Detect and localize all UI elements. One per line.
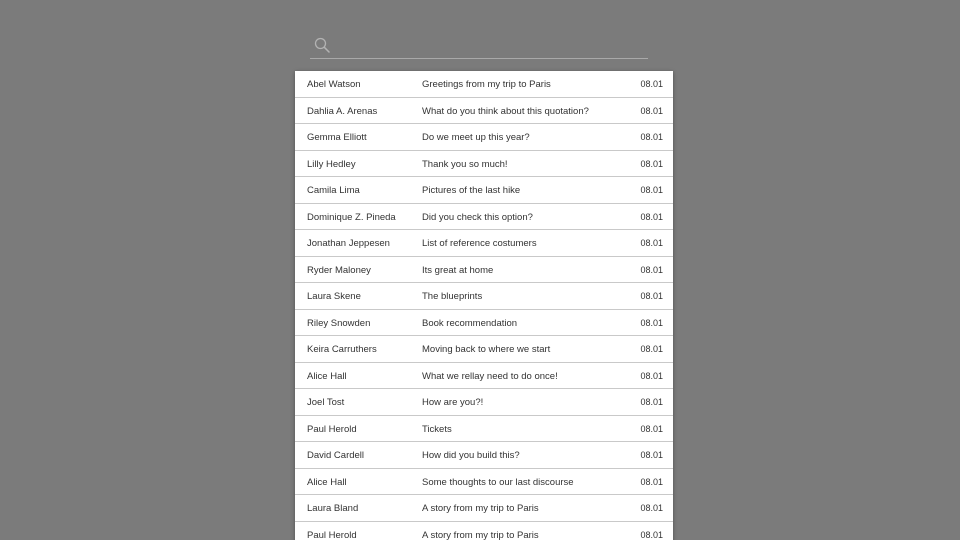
message-subject: List of reference costumers (422, 238, 537, 249)
message-date: 08.01 (640, 264, 663, 275)
message-row[interactable] (295, 416, 673, 443)
message-sender: Dahlia A. Arenas (307, 105, 378, 117)
message-date: 08.01 (640, 476, 663, 487)
search-bar[interactable] (310, 32, 648, 59)
message-row[interactable] (295, 336, 673, 363)
message-subject: How did you build this? (422, 450, 520, 461)
message-sender: Abel Watson (307, 79, 361, 90)
message-date: 08.01 (640, 132, 663, 142)
message-row[interactable] (295, 177, 673, 204)
message-row[interactable] (295, 283, 673, 310)
message-subject: What do you think about this quotation? (422, 105, 589, 117)
message-row[interactable] (295, 71, 673, 98)
message-sender: Keira Carruthers (307, 344, 377, 355)
message-row[interactable] (295, 151, 673, 178)
message-date: 08.01 (640, 529, 663, 540)
message-row[interactable] (295, 98, 673, 125)
message-subject: Greetings from my trip to Paris (422, 79, 551, 90)
message-row[interactable] (295, 495, 673, 522)
message-date: 08.01 (640, 185, 663, 195)
message-date: 08.01 (640, 317, 663, 328)
message-subject: Some thoughts to our last discourse (422, 476, 574, 488)
message-sender: Ryder Maloney (307, 264, 371, 276)
message-sender: Riley Snowden (307, 317, 371, 329)
message-sender: David Cardell (307, 450, 365, 461)
message-row[interactable] (295, 522, 673, 540)
message-subject: What we rellay need to do once! (422, 370, 558, 382)
message-row[interactable] (295, 257, 673, 284)
message-date: 08.01 (640, 503, 663, 513)
message-date: 08.01 (640, 370, 663, 381)
message-sender: Laura Bland (307, 503, 359, 514)
message-date: 08.01 (640, 397, 663, 407)
message-sender: Gemma Elliott (307, 132, 367, 143)
message-subject: Do we meet up this year? (422, 132, 530, 143)
message-date: 08.01 (640, 423, 663, 434)
message-subject: Thank you so much! (422, 158, 508, 170)
message-date: 08.01 (640, 291, 663, 301)
message-sender: Paul Herold (307, 423, 357, 435)
message-date: 08.01 (640, 450, 663, 460)
message-subject: Tickets (422, 423, 452, 435)
message-list (295, 71, 673, 540)
message-sender: Alice Hall (307, 370, 347, 382)
message-date: 08.01 (640, 105, 663, 116)
message-subject: A story from my trip to Paris (422, 503, 539, 514)
message-subject: The blueprints (422, 291, 483, 302)
message-date: 08.01 (640, 211, 663, 222)
message-date: 08.01 (640, 344, 663, 354)
message-date: 08.01 (640, 79, 663, 89)
message-subject: Did you check this option? (422, 211, 533, 223)
message-sender: Alice Hall (307, 476, 347, 488)
message-sender: Laura Skene (307, 291, 361, 302)
message-date: 08.01 (640, 158, 663, 169)
message-subject: Its great at home (422, 264, 494, 276)
message-subject: Book recommendation (422, 317, 518, 329)
message-date: 08.01 (640, 238, 663, 248)
message-row[interactable] (295, 442, 673, 469)
message-subject: Pictures of the last hike (422, 185, 521, 196)
message-sender: Jonathan Jeppesen (307, 238, 390, 249)
message-row[interactable] (295, 469, 673, 496)
search-icon[interactable] (314, 37, 330, 53)
message-row[interactable] (295, 389, 673, 416)
message-sender: Joel Tost (307, 397, 345, 408)
message-row[interactable] (295, 363, 673, 390)
message-sender: Paul Herold (307, 529, 357, 540)
message-sender: Camila Lima (307, 185, 360, 196)
message-row[interactable] (295, 310, 673, 337)
message-subject: Moving back to where we start (422, 344, 551, 355)
message-row[interactable] (295, 204, 673, 231)
message-sender: Dominique Z. Pineda (307, 211, 396, 223)
search-input[interactable] (338, 34, 642, 58)
message-row[interactable] (295, 124, 673, 151)
message-subject: How are you?! (422, 397, 484, 408)
message-sender: Lilly Hedley (307, 158, 356, 170)
message-row[interactable] (295, 230, 673, 257)
message-subject: A story from my trip to Paris (422, 529, 539, 540)
